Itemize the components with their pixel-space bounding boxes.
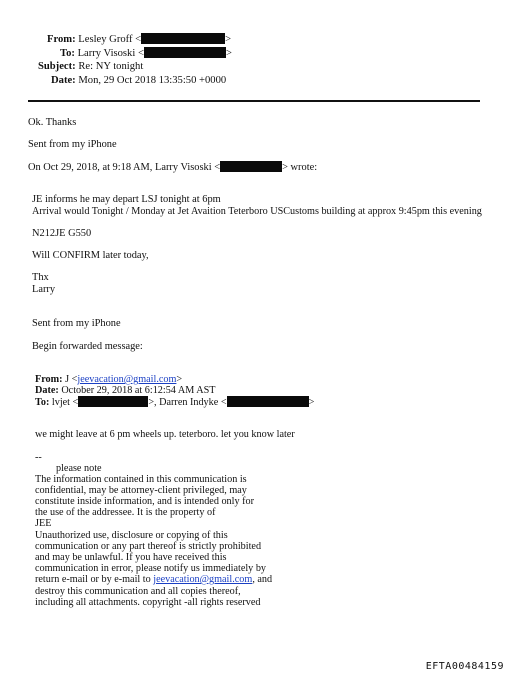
fwd-to-name-2: >, Darren Indyke < [148, 397, 227, 408]
disclaimer-line-10-text: return e-mail or by e-mail to [35, 574, 154, 585]
bracket: > [225, 48, 232, 59]
header-date-label: Date: [51, 75, 76, 86]
redaction-block [227, 396, 309, 407]
header-from-label: From: [47, 34, 76, 45]
disclaimer-line-12: including all attachments. copyright -all rights reserved [35, 597, 261, 608]
quote-intro [28, 161, 317, 174]
header-date-row [51, 75, 226, 86]
quoted-line-4: Will CONFIRM later today, [32, 250, 149, 261]
disclaimer-email-link[interactable]: jeevacation@gmail.com [153, 574, 253, 585]
disclaimer-line-9: communication in error, please notify us immediately by [35, 563, 267, 574]
note-title: please note [56, 463, 102, 474]
redaction-block [78, 396, 148, 407]
fwd-from-email-link[interactable]: jeevacation@gmail.com [77, 374, 177, 385]
disclaimer-line-5: JEE [35, 518, 52, 529]
fwd-date-row [35, 385, 216, 396]
header-divider [28, 100, 480, 102]
disclaimer-line-8: and may be unlawful. If you have received this [35, 552, 227, 563]
fwd-to-name-1: lvjet < [51, 397, 79, 408]
quoted-line-8: Begin forwarded message: [32, 341, 143, 352]
fwd-to-row [35, 396, 314, 408]
quoted-line-5: Thx [32, 272, 49, 283]
document-id-stamp: EFTA00484159 [425, 661, 504, 672]
disclaimer-line-7: communication or any part thereof is strictly prohibited [35, 541, 262, 552]
quoted-line-6: Larry [32, 284, 56, 295]
redaction-block [220, 161, 282, 172]
header-date-value: Mon, 29 Oct 2018 13:35:50 +0000 [78, 75, 227, 86]
header-subject-row [38, 61, 143, 72]
quoted-line-7: Sent from my iPhone [32, 318, 121, 329]
fwd-to-label: To: [35, 397, 50, 408]
fwd-from-name: J < [65, 374, 78, 385]
header-from-row [47, 33, 231, 45]
disclaimer-line-10 [35, 574, 272, 585]
quoted-line-2: Arrival would Tonight / Monday at Jet Avaition Teterboro USCustoms building at approx 9:45pm this evening [32, 206, 482, 217]
fwd-date-value: October 29, 2018 at 6:12:54 AM AST [61, 385, 216, 396]
header-to-value: Larry Visoski < [77, 48, 144, 59]
fwd-from-row [35, 374, 182, 385]
reply-line-2: Sent from my iPhone [28, 139, 117, 150]
disclaimer-line-10-suffix: , and [252, 574, 273, 585]
disclaimer-line-1: The information contained in this communication is [35, 474, 247, 485]
fwd-from-label: From: [35, 374, 63, 385]
redaction-block [141, 33, 225, 44]
fwd-date-label: Date: [35, 385, 59, 396]
reply-line-1: Ok. Thanks [28, 117, 77, 128]
disclaimer-line-6: Unauthorized use, disclosure or copying of this [35, 530, 228, 541]
disclaimer-line-2: confidential, may be attorney-client privileged, may [35, 485, 247, 496]
quoted-line-1: JE informs he may depart LSJ tonight at 6pm [32, 194, 221, 205]
bracket: > [308, 397, 315, 408]
header-subject-label: Subject: [38, 61, 76, 72]
header-to-row [60, 47, 232, 59]
disclaimer-line-11: destroy this communication and all copies thereof, [35, 586, 241, 597]
header-subject-value: Re: NY tonight [78, 61, 144, 72]
fwd-message: we might leave at 6 pm wheels up. teterboro. let you know later [35, 429, 295, 440]
quoted-line-3: N212JE G550 [32, 228, 92, 239]
bracket: > [176, 374, 183, 385]
bracket: > [225, 34, 232, 45]
disclaimer-line-4: the use of the addressee. It is the property of [35, 507, 216, 518]
redaction-block [144, 47, 226, 58]
header-to-label: To: [60, 48, 75, 59]
quote-intro-text: On Oct 29, 2018, at 9:18 AM, Larry Visoski < [28, 162, 221, 173]
quote-intro-suffix: > wrote: [282, 162, 318, 173]
header-from-value: Lesley Groff < [78, 34, 142, 45]
sig-dash: -- [35, 452, 42, 463]
disclaimer-line-3: constitute inside information, and is intended only for [35, 496, 254, 507]
